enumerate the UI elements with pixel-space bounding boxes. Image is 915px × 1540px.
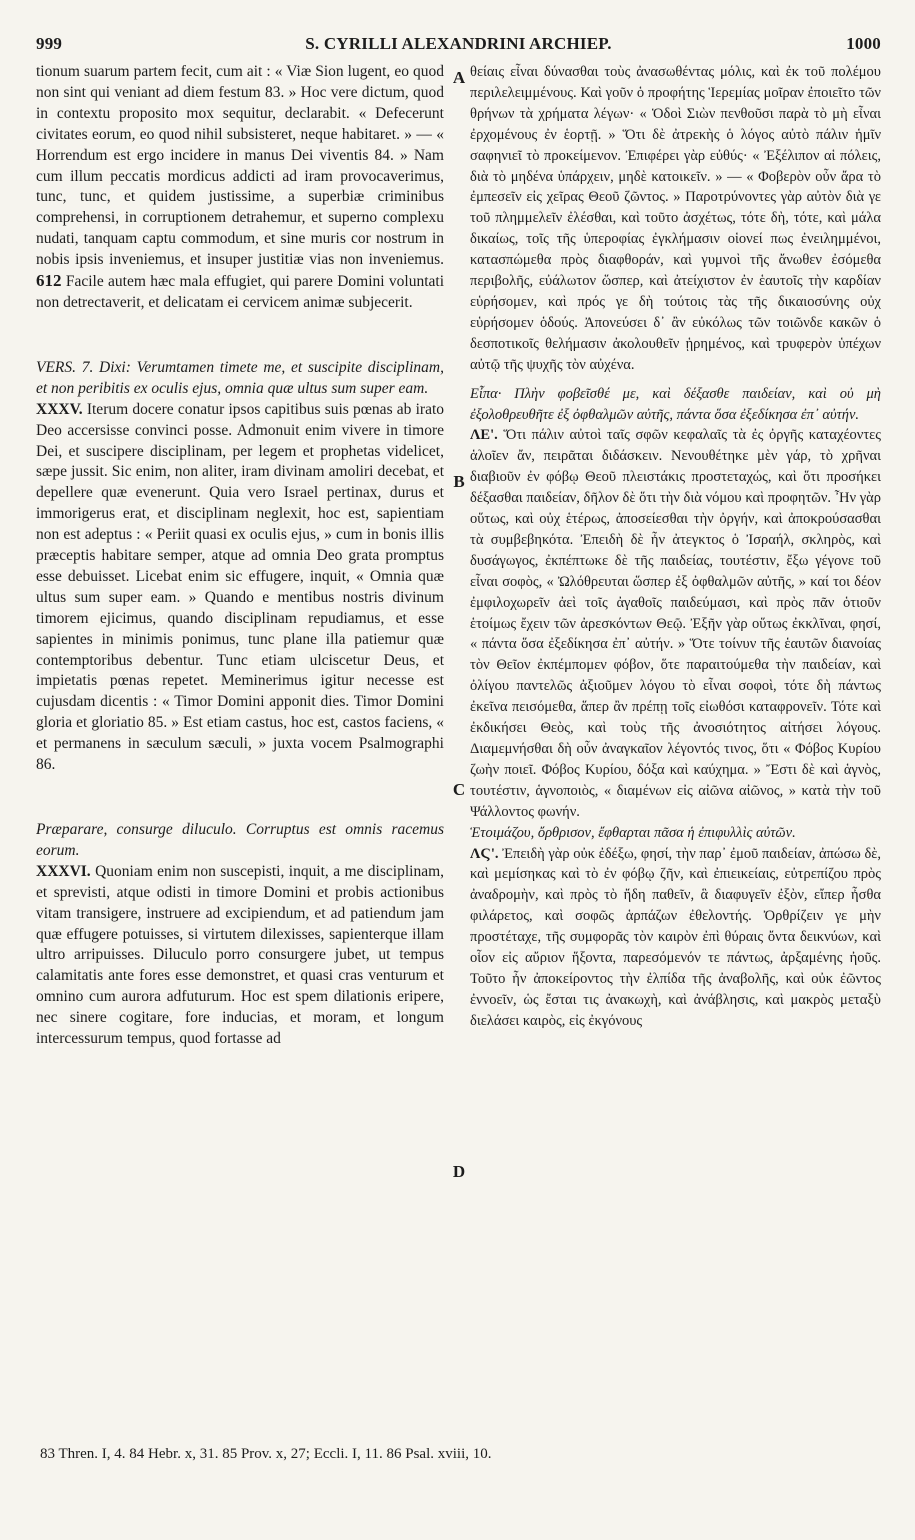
- latin-paragraph-1: [36, 62, 444, 314]
- greek-paragraph-1: θείαις εἶναι δύνασθαι τοὺς ἀνασωθέντας μόλις, καὶ ἐκ τοῦ πολέμου περιλελειμμένους. Καὶ γοῦν ὁ προφήτης Ἱερεμίας μοῖραν ἐποιεῖτο τῶν θρήνων τὰ χρήματα λέγων· « Ὁδοὶ Σιὼν πενθοῦσι παρὰ τὸ μὴ εἶναι ἐρχομένους ἐν ἑορτῇ. » Ὅτι δὲ ἀτρεκὴς ὁ λόγος αὐτὸ πάλιν ἡμῖν σαφηνιεῖ τὸ προκείμενον. Ἐπιφέρει γὰρ εὐθύς· « Ἐξέλιπον αἱ πόλεις, διὰ τὸ μηδένα ὑπάρχειν, μηδὲ κατοικεῖν. » — « Φοβερὸν οὖν ἄρα τὸ ἐμπεσεῖν εἰς χεῖρας Θεοῦ ζῶντος. » Παροτρύνοντες γὰρ αὐτὸν διὰ γε τοῦ πλημμελεῖν ἐλέσθαι, καὶ τοῦτο ἀσχέτως, τότε δὴ, τότε, καὶ μάλα δικαίως, τοῖς τῆς ὑπεροφίας ἐγκλήμασιν οἱονεί πως ἐνειλημμένοι, κατασπώμεθα πρὸς διαφθοράν, καὶ γυμνοὶ τῆς ἄνωθεν ἐσόμεθα περιβολῆς, εὐάλωτον ὥσπερ, καὶ ἀτείχιστον ἐν ἑαυτοῖς τὴν καρδίαν εὑρήσομεν, καὶ πρός γε δὴ τούτοις τὰς τῆς δικαιοσύνης οὐχ εὑρήσομεν ὁδούς. Ἀπονεύσει δ᾽ ἂν εὐκόλως τῶν τοιῶνδε κακῶν ὁ δεσποτικοῖς θελήμασιν ἀκολουθεῖν ᾑρημένος, καὶ τρυφερὸν ὑπέχων αὐτῷ τῆς ψυχῆς τὸν αὐχένα.: [470, 64, 881, 373]
- latin-section-36-text: Quoniam enim non suscepisti, inquit, a me disciplinam, et sprevisti, atque odisti in timore Domini et probis actionibus vitam transigere, instruere ad excipiendum, et ad patiendum jam quæ effugere potuisses, si virtutem dilexisses, sapienterque illam ultro arripuisses. Diluculo porro consurgere jubet, ut tempus calamitatis ante fores esse demonstret, et quasi cras venturum et omnino cum aurora adfuturum. Hoc est spem dilationis eripere, nec sinere cogitare, fore inducias, et moram, et longum intercessurum tempus, quod fortasse ad: [36, 862, 444, 1048]
- page-marker: 612: [36, 271, 62, 291]
- greek-section-36-text: Ἐπειδὴ γὰρ οὐκ ἐδέξω, φησί, τὴν παρ᾽ ἐμοῦ παιδείαν, ἀπώσω δὲ, καὶ μεμίσηκας καὶ τὸ ἐν φόβῳ ζῆν, καὶ ἐπιεικείαις, εὐτρεπίζου πρὸς ἀναδρομὴν, καὶ πρὸς τὸ ἤδη παθεῖν, ἃ διαφυγεῖν ἐξὸν, εἴπερ ἦσθα φιλάρετος, καὶ σοφῶς ἁρπάζων ἐθελοντής. Ὀρθρίζειν γε μὴν προστέταχε, τῆς συμφορᾶς τὸν καιρὸν ἐπὶ θύραις ὄντα δεικνύων, καὶ οἷον εἰς αὔριον ἥξοντα, παρεσόμενόν τε πάντως, ἀρξαμένης ἠοῦς. Τοῦτο ἦν ἀποκείροντος τὴν ἐλπίδα τῆς ἀναβολῆς, καὶ οὐκ ἐῶντος ἐννοεῖν, ὡς ἔσται τις ἀνακωχὴ, καὶ ἀνάβλησις, καὶ μακρὸς μεταξὺ διελάσει καιρὸς, εἰς ἐκγόνους: [470, 845, 881, 1029]
- latin-section-36: [36, 862, 444, 1050]
- greek-section-36: [470, 844, 881, 1032]
- right-page-number: 1000: [846, 34, 881, 53]
- greek-section-35: [470, 425, 881, 822]
- margin-marker-c: C: [452, 780, 466, 799]
- greek-section-35-text: Ὅτι πάλιν αὐτοὶ ταῖς σφῶν κεφαλαῖς τὰ ἐς ὀργῆς καταχέοντες ἁλοῖεν ἄν, πειρᾶται διδάσκειν. Νενουθέτηκε μὲν γάρ, τὸ χρῆναι διαβιοῦν ἐν φόβῳ Θεοῦ πλειστάκις προστεταχώς, καὶ ὅτι προσήκει δέξασθαι παιδείαν, δῆλον δὲ ὅτι τὴν διὰ νόμου καὶ προφητῶν. Ἦν γὰρ οὕτως, καὶ οὐχ ἑτέρως, ἀποσείεσθαι τὴν ὀργήν, καὶ ἀποκρούσασθαι τὰ συμβεβηκότα. Ἐπειδὴ δὲ ἦν ἀτεγκτος ὁ Ἰσραήλ, σκληρὸς, καὶ δυσάγωγος, ἐκπέπτωκε δὲ τῆς παιδείας, τουτέστιν, ἔξω γέγονε τοῦ εἶναι σοφὸς, « Ὠλόθρευται ὥσπερ ἐξ ὀφθαλμῶν αὐτῆς, » καί τοι δέον ἐμφιλοχωρεῖν ἀεὶ τοῖς ἀγαθοῖς παιδεύμασι, καὶ πρὸς πᾶν ὁτιοῦν ἑτοίμως ἔχειν τῶν ἀρεσκόντων Θεῷ. Ἐξῆν γὰρ οὕτως ἐκκλῖναι, φησί, « πάντα ὅσα ἐξεδίκησα ἐπ᾽ αὐτήν. » Ὅτε τοίνυν τῆς ἑαυτῶν διανοίας τὸν Θεῖον ἐκπέμπομεν φόβον, ὅτε παραιτούμεθα τὴν παιδείαν, καὶ ὀλίγου παντελῶς ἀξιοῦμεν λόγου τὸ εἶναι σοφοὶ, τότε δὴ πάντως ἐκεῖνα πεισόμεθα, ἅπερ ἂν πρέπῃ τοῖς εἰωθόσι καταφρονεῖν. Τότε καὶ ἐκδικήσει Θεὸς, καὶ τοὺς τῆς ἀνοσιότητος αἰτήσει λόγους. Διαμεμνήσθαι δὴ οὖν ἀναγκαῖον λέγοντός τινος, ὅτι « Φόβος Κυρίου ζωὴν ποιεῖ. Φόβος Κυρίου, δόξα καὶ καύχημα. » Ἔστι δὲ καὶ ἁγνὸς, τουτέστιν, ἁγνοποιὸς, « διαμένων εἰς αἰῶνα αἰῶνος, » κατὰ τὴν τοῦ Ψάλλοντος φωνήν.: [470, 427, 881, 820]
- margin-marker-d: D: [452, 1162, 466, 1181]
- greek-lemma-1: Εἶπα· Πλὴν φοβεῖσθέ με, καὶ δέξασθε παιδείαν, καὶ οὐ μὴ ἐξολοθρευθῆτε ἐξ ὀφθαλμῶν αὐτῆς, πάντα ὅσα ἐξεδίκησα ἐπ᾽ αὐτήν.: [470, 385, 881, 423]
- latin-section-35-number: XXXV.: [36, 400, 83, 418]
- latin-text-1: tionum suarum partem fecit, cum ait : « Viæ Sion lugent, eo quod non sint qui veniant ad diem festum 83. » Hoc vere dictum, quod in contextu proposito mox sequitur, declarabit. « Defecerunt civitates eorum, eo quod nihil subsisteret, neque habitaret. » — « Horrendum est ergo incidere in manus Dei viventis 84. » Nam cum illum peccatis mordicus addicti ad iram provocaverimus, tunc, tunc, et quidem justissime, a superbiæ criminibus comprehensi, in corruptionem detrahemur, et superno complexu nudati, tanquam captu commodum, et sine muris cor nostrum in nobis ipsis inveniemus, et insuper justitiæ vias non inveniemus.: [36, 63, 444, 269]
- margin-marker-a: A: [452, 68, 466, 87]
- latin-lemma-vers-7: VERS. 7. Dixi: Verumtamen timete me, et suscipite disciplinam, et non peribitis ex oculis ejus, omnia quæ ultus sum super eam.: [36, 358, 444, 397]
- latin-column: [36, 62, 444, 1432]
- latin-text-1b: Facile autem hæc mala effugiet, qui parere Domini voluntati non detrectaverit, et delicatam ei cervicem animæ subjecerit.: [36, 273, 444, 311]
- greek-section-36-number: ΛϚ'.: [470, 845, 499, 862]
- margin-marker-b: B: [453, 472, 465, 491]
- latin-lemma-2: Præparare, consurge diluculo. Corruptus est omnis racemus eorum.: [36, 821, 444, 859]
- greek-section-35-number: ΛΕ'.: [470, 427, 498, 444]
- left-page-number: 999: [36, 34, 63, 53]
- page-header: [36, 34, 881, 58]
- greek-column: [470, 62, 881, 1432]
- latin-section-35: [36, 400, 444, 776]
- running-title: S. CYRILLI ALEXANDRINI ARCHIEP.: [305, 34, 612, 53]
- greek-lemma-2: Ἑτοιμάζου, ὄρθρισον, ἔφθαρται πᾶσα ἡ ἐπιφυλλὶς αὐτῶν.: [470, 824, 796, 841]
- footnotes: 83 Thren. I, 4. 84 Hebr. x, 31. 85 Prov. x, 27; Eccli. I, 11. 86 Psal. xviii, 10.: [40, 1446, 492, 1462]
- latin-section-36-number: XXXVI.: [36, 862, 91, 880]
- latin-section-35-text: Iterum docere conatur ipsos capitibus suis pœnas ab irato Deo accersisse convinci posse. Admonuit enim vivere in timore Dei, et suscipere disciplinam, per legem et prophetas videlicet, sæpe jussit. Sic enim, non aliter, iram divinam amoliri decebat, et depellere quæ evenerunt. Quia vero Israel pertinax, durus et immorigerus erat, et disciplinam neglexit, hoc est, sapientiam non est adeptus : « Periit quasi ex oculis ejus, » cum in bonis illis præceptis habitare semper, atque ad omnia Deo grata promptus esse debuisset. Licebat enim sic effugere, inquit, « Omnia quæ ultus sum super eam. » Quando e mentibus nostris divinum timorem ejicimus, quando disciplinam repudiamus, et esse sapientes in minimis ponimus, tunc plane illa patiemur quæ contemptoribus debentur. Tunc etiam ulciscetur Deus, et impietatis pœnas repetet. Meminerimus igitur necesse est cujusdam dicentis : « Timor Domini apponit dies. Timor Domini gloria et gloriatio 85. » Est etiam castus, hoc est, castos faciens, « et permanens in sæculum sæculi, » juxta vocem Psalmographi 86.: [36, 400, 444, 774]
- two-column-body: [36, 62, 881, 1432]
